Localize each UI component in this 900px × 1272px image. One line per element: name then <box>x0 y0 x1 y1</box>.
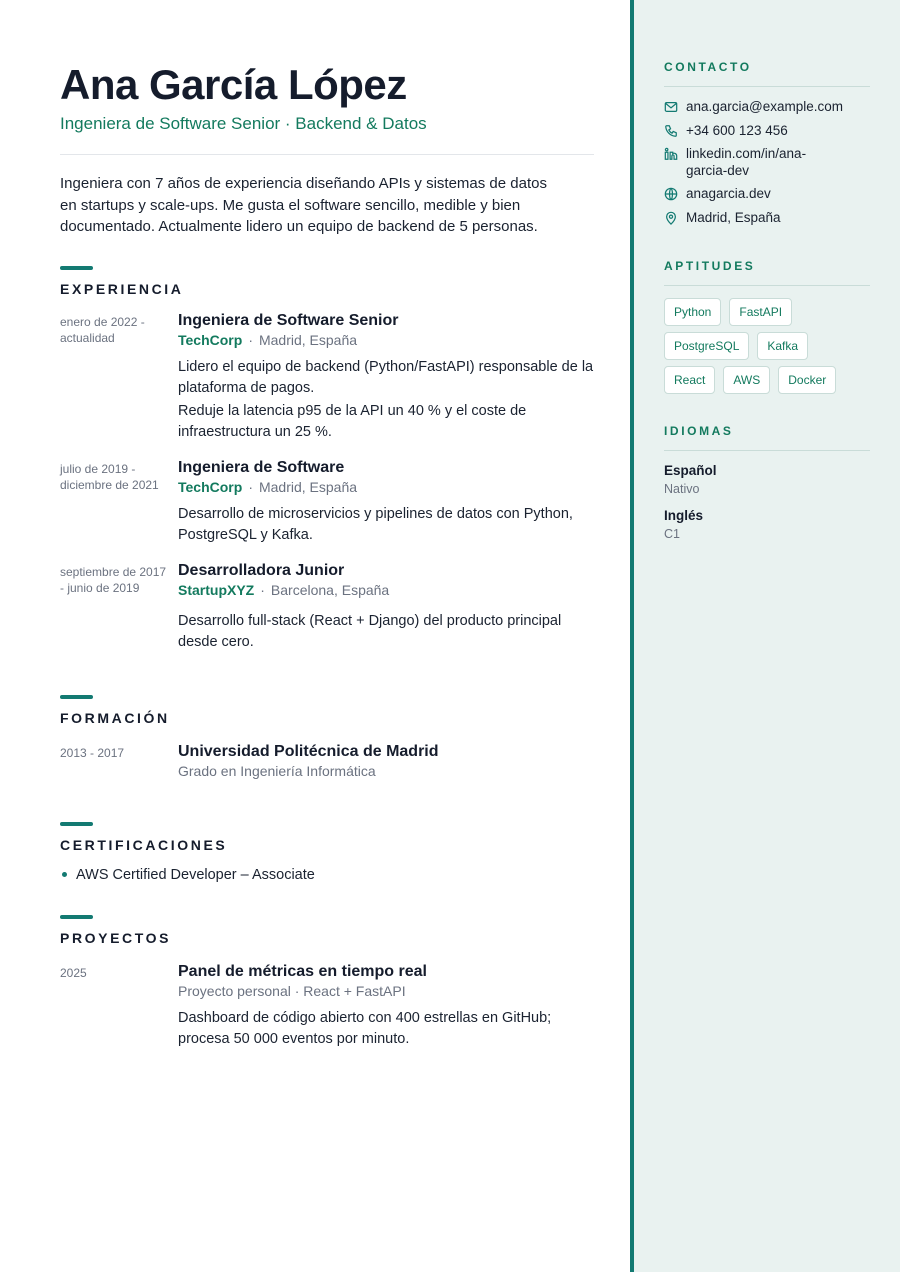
entry-bullets <box>178 504 594 547</box>
contact-location <box>664 210 870 227</box>
entry-bullet: Reduje la latencia p95 de la API un 40 % y el coste de infraestructura un 25 %. <box>178 402 527 440</box>
section-accent-bar <box>60 915 93 919</box>
section-accent-bar <box>60 266 93 270</box>
company-line: StartupXYZ · Barcelona, España <box>178 581 390 598</box>
entry-date: 2025 <box>60 965 87 980</box>
contact-linkedin-text: linkedin.com/in/ana-garcia-dev <box>686 146 807 178</box>
language-name: Inglés <box>664 508 704 523</box>
entry-date: 2013 - 2017 <box>60 745 125 760</box>
section-title-projects: PROYECTOS <box>60 929 172 946</box>
sidebar <box>630 0 900 1272</box>
entry-role: Desarrolladora Junior <box>178 561 345 579</box>
linkedin-icon <box>664 147 678 161</box>
contact-website[interactable] <box>664 186 870 203</box>
certification-item <box>60 867 594 883</box>
company-location: Madrid, España <box>258 478 358 495</box>
skill-chip: Kafka <box>757 332 808 360</box>
skill-chip: Python <box>664 298 721 326</box>
section-accent-bar <box>60 695 93 699</box>
contact-location-text: Madrid, España <box>686 209 781 225</box>
contact-list <box>664 99 870 226</box>
contact-phone-text: +34 600 123 456 <box>686 122 788 138</box>
project-description: Dashboard de código abierto con 400 estrellas en GitHub; procesa 50 000 eventos por minuto. <box>178 1009 552 1047</box>
entry-bullets <box>178 611 594 654</box>
mail-icon <box>664 100 678 114</box>
skill-chip: AWS <box>723 366 770 394</box>
sidebar-title-skills: APTITUDES <box>664 259 870 286</box>
headline: Ingeniera de Software Senior · Backend & Datos <box>60 114 427 133</box>
entry-bullet: Desarrollo full-stack (React + Django) del producto principal desde cero. <box>178 612 562 650</box>
projects-section <box>60 915 594 1052</box>
section-title-certifications: CERTIFICACIONES <box>60 836 228 853</box>
experience-entry <box>60 311 594 445</box>
language-name: Español <box>664 463 717 478</box>
experience-section <box>60 266 594 655</box>
contact-website-text: anagarcia.dev <box>686 186 771 201</box>
project-name: Panel de métricas en tiempo real <box>178 962 427 980</box>
company-line: TechCorp · Madrid, España <box>178 331 358 348</box>
certification-list <box>60 867 594 883</box>
entry-bullet: Desarrollo de microservicios y pipelines de datos con Python, PostgreSQL y Kafka. <box>178 505 573 543</box>
header-divider <box>60 154 594 155</box>
skills-list <box>664 298 844 394</box>
entry-bullet: Lidero el equipo de backend (Python/FastAPI) responsable de la plataforma de pagos. <box>178 358 594 396</box>
experience-entry <box>60 458 594 548</box>
project-entry <box>60 962 594 1052</box>
school-name: Universidad Politécnica de Madrid <box>178 742 439 760</box>
entry-date: enero de 2022 - actualidad <box>60 314 145 345</box>
skill-chip: Docker <box>778 366 836 394</box>
section-title-education: FORMACIÓN <box>60 709 170 726</box>
contact-phone[interactable] <box>664 123 870 140</box>
project-description-block <box>178 1008 594 1051</box>
experience-entry <box>60 561 594 655</box>
company-name: TechCorp <box>178 478 243 495</box>
candidate-name: Ana García López <box>60 61 407 108</box>
certifications-section <box>60 822 594 883</box>
certification-text: AWS Certified Developer – Associate <box>76 866 315 883</box>
sidebar-title-contact: CONTACTO <box>664 60 870 87</box>
company-line: TechCorp · Madrid, España <box>178 478 358 495</box>
phone-icon <box>664 124 678 138</box>
language-level: C1 <box>664 527 680 541</box>
project-subtitle: Proyecto personal · React + FastAPI <box>178 982 406 999</box>
company-name: TechCorp <box>178 331 243 348</box>
contact-email-text: ana.garcia@example.com <box>686 99 844 114</box>
languages-list <box>664 463 870 541</box>
entry-date: septiembre de 2017 - junio de 2019 <box>60 564 167 595</box>
company-location: Barcelona, España <box>270 581 390 598</box>
company-name: StartupXYZ <box>178 581 255 598</box>
contact-linkedin[interactable] <box>664 146 870 179</box>
entry-date: julio de 2019 - diciembre de 2021 <box>60 461 159 492</box>
degree: Grado en Ingeniería Informática <box>178 762 376 779</box>
contact-email[interactable] <box>664 99 870 116</box>
skill-chip: FastAPI <box>729 298 792 326</box>
bullet-dot <box>62 872 67 877</box>
education-entry <box>60 742 594 780</box>
skill-chip: React <box>664 366 715 394</box>
section-accent-bar <box>60 822 93 826</box>
section-title-experience: EXPERIENCIA <box>60 280 184 297</box>
location-pin-icon <box>664 211 678 225</box>
entry-role: Ingeniera de Software <box>178 458 345 476</box>
summary: Ingeniera con 7 años de experiencia diseñando APIs y sistemas de datos en startups y scale-ups. Me gusta el software sencillo, medible y bien documentado. Actualmente lidero un equipo de backend de 5 personas. <box>60 175 547 235</box>
globe-icon <box>664 187 678 201</box>
education-section <box>60 695 594 780</box>
language-level: Nativo <box>664 482 700 496</box>
company-location: Madrid, España <box>258 331 358 348</box>
entry-bullets <box>178 357 594 444</box>
sidebar-title-languages: IDIOMAS <box>664 424 870 451</box>
skill-chip: PostgreSQL <box>664 332 749 360</box>
entry-role: Ingeniera de Software Senior <box>178 311 399 329</box>
